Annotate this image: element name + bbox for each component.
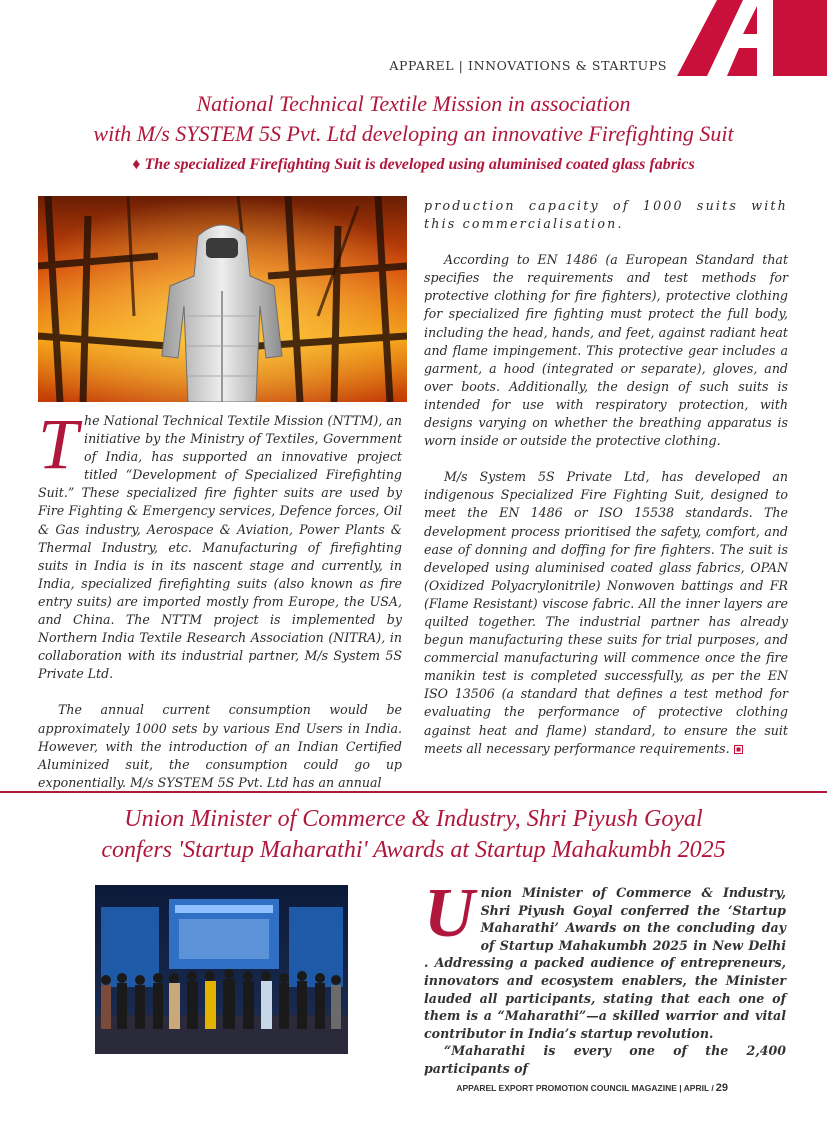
headline-line-1: Union Minister of Commerce & Industry, Shri Piyush Goyal	[124, 806, 703, 832]
article-headline	[20, 89, 807, 149]
body-paragraph: production capacity of 1000 suits with this commercialisation.	[424, 198, 788, 232]
section-divider	[0, 791, 827, 793]
paragraph-text: According to EN 1486 (a European Standard that specifies the requirements and test methods for protective clothing for fire fighters), protective clothing for specialized fire fighting must protect the full body, including the head, hands, and feet, against radiant heat and flame impingement. This protective gear includes a garment, a hood (integrated or separate), gloves, and over boots. Additionally, the design of such suits is intended for use with respiratory protection, with designs varying on whether the breathing apparatus is worn inside or outside the protective clothing.	[424, 252, 788, 449]
magazine-logo	[677, 0, 827, 76]
headline-line-1: National Technical Textile Mission in association	[196, 91, 631, 116]
headline-line-2: confers 'Startup Maharathi' Awards at Startup Mahakumbh 2025	[101, 837, 726, 863]
body-paragraph	[38, 404, 402, 683]
article-subhead: ♦ The specialized Firefighting Suit is developed using aluminised coated glass fabrics	[132, 156, 695, 173]
page-number: 29	[715, 1082, 728, 1094]
section-tag: APPAREL | INNOVATIONS & STARTUPS	[389, 58, 667, 73]
drop-cap: U	[424, 875, 475, 952]
paragraph-text: The annual current consumption would be approximately 1000 sets by various End Users in India. However, with the introduction of an Indian Certified Aluminized suit, the consumption could go up exponentially. M/s SYSTEM 5S Pvt. Ltd has an annual	[38, 702, 402, 790]
award-ceremony-photo	[95, 885, 348, 1054]
article-headline	[20, 804, 807, 866]
headline-line-2: with M/s SYSTEM 5S Pvt. Ltd developing an innovative Firefighting Suit	[93, 121, 734, 146]
drop-cap: T	[38, 404, 79, 484]
paragraph-text: he National Technical Textile Mission (NTTM), an initiative by the Ministry of Textiles, Government of India, has supported an innovative project titled “Development of Specialized Firefighting Suit.” These specialized fire fighter suits are used by Fire Fighting & Emergency services, Defence forces, Oil & Gas industry, Aerospace & Aviation, Power Plants & Thermal Industry, etc. Manufacturing of firefighting suits in India is in its nascent stage and currently, in India, specialized firefighting suits (also known as fire entry suits) are imported mostly from Europe, the USA, and China. The NTTM project is implemented by Northern India Textile Research Association (NITRA), in collaboration with its industrial partner, M/s System 5S Private Ltd.	[38, 413, 402, 682]
article-body-right-column	[424, 197, 788, 758]
end-of-article-icon	[734, 745, 743, 754]
body-paragraph: “Maharathi is every one of the 2,400 participants of	[424, 1043, 786, 1076]
article-body-left-column	[38, 404, 402, 792]
magazine-name: APPAREL EXPORT PROMOTION COUNCIL MAGAZINE | APRIL /	[456, 1083, 714, 1093]
firefighting-suit-photo	[38, 196, 407, 402]
body-paragraph	[424, 468, 788, 758]
paragraph-text: nion Minister of Commerce & Industry, Shri Piyush Goyal conferred the ‘Startup Maharathi’ Awards on the concluding day of Startup Mahakumbh 2025 in New Delhi . Addressing a packed audience of entrepreneurs, innovators and ecosystem enablers, the Minister lauded all participants, stating that each one of them is a “Maharathi”—a skilled warrior and vital contributor in India’s startup revolution.	[424, 885, 786, 1041]
body-paragraph	[424, 251, 788, 450]
page-footer	[456, 1082, 728, 1094]
paragraph-text: M/s System 5S Private Ltd, has developed an indigenous Specialized Fire Fighting Suit, designed to meet the EN 1486 or ISO 15538 standards. The development process prioritised the safety, comfort, and ease of donning and doffing for fire fighters. The suit is developed using aluminised coated glass fabrics, OPAN (Oxidized Polyacrylonitrile) Nonwoven battings and FR (Flame Resistant) viscose fabric. All the inner layers are quilted together. The industrial partner has already begun manufacturing these suits for trial purposes, and commercial manufacturing will commence once the fire manikin test is completed successfully, as per the EN ISO 13506 (a standard that defines a test method for evaluating the performance of protective clothing against heat and flame) standard, to ensure the suit meets all necessary performance requirements.	[424, 469, 788, 756]
body-paragraph	[424, 875, 786, 1042]
body-paragraph	[38, 701, 402, 791]
article-body-column	[424, 875, 786, 1078]
